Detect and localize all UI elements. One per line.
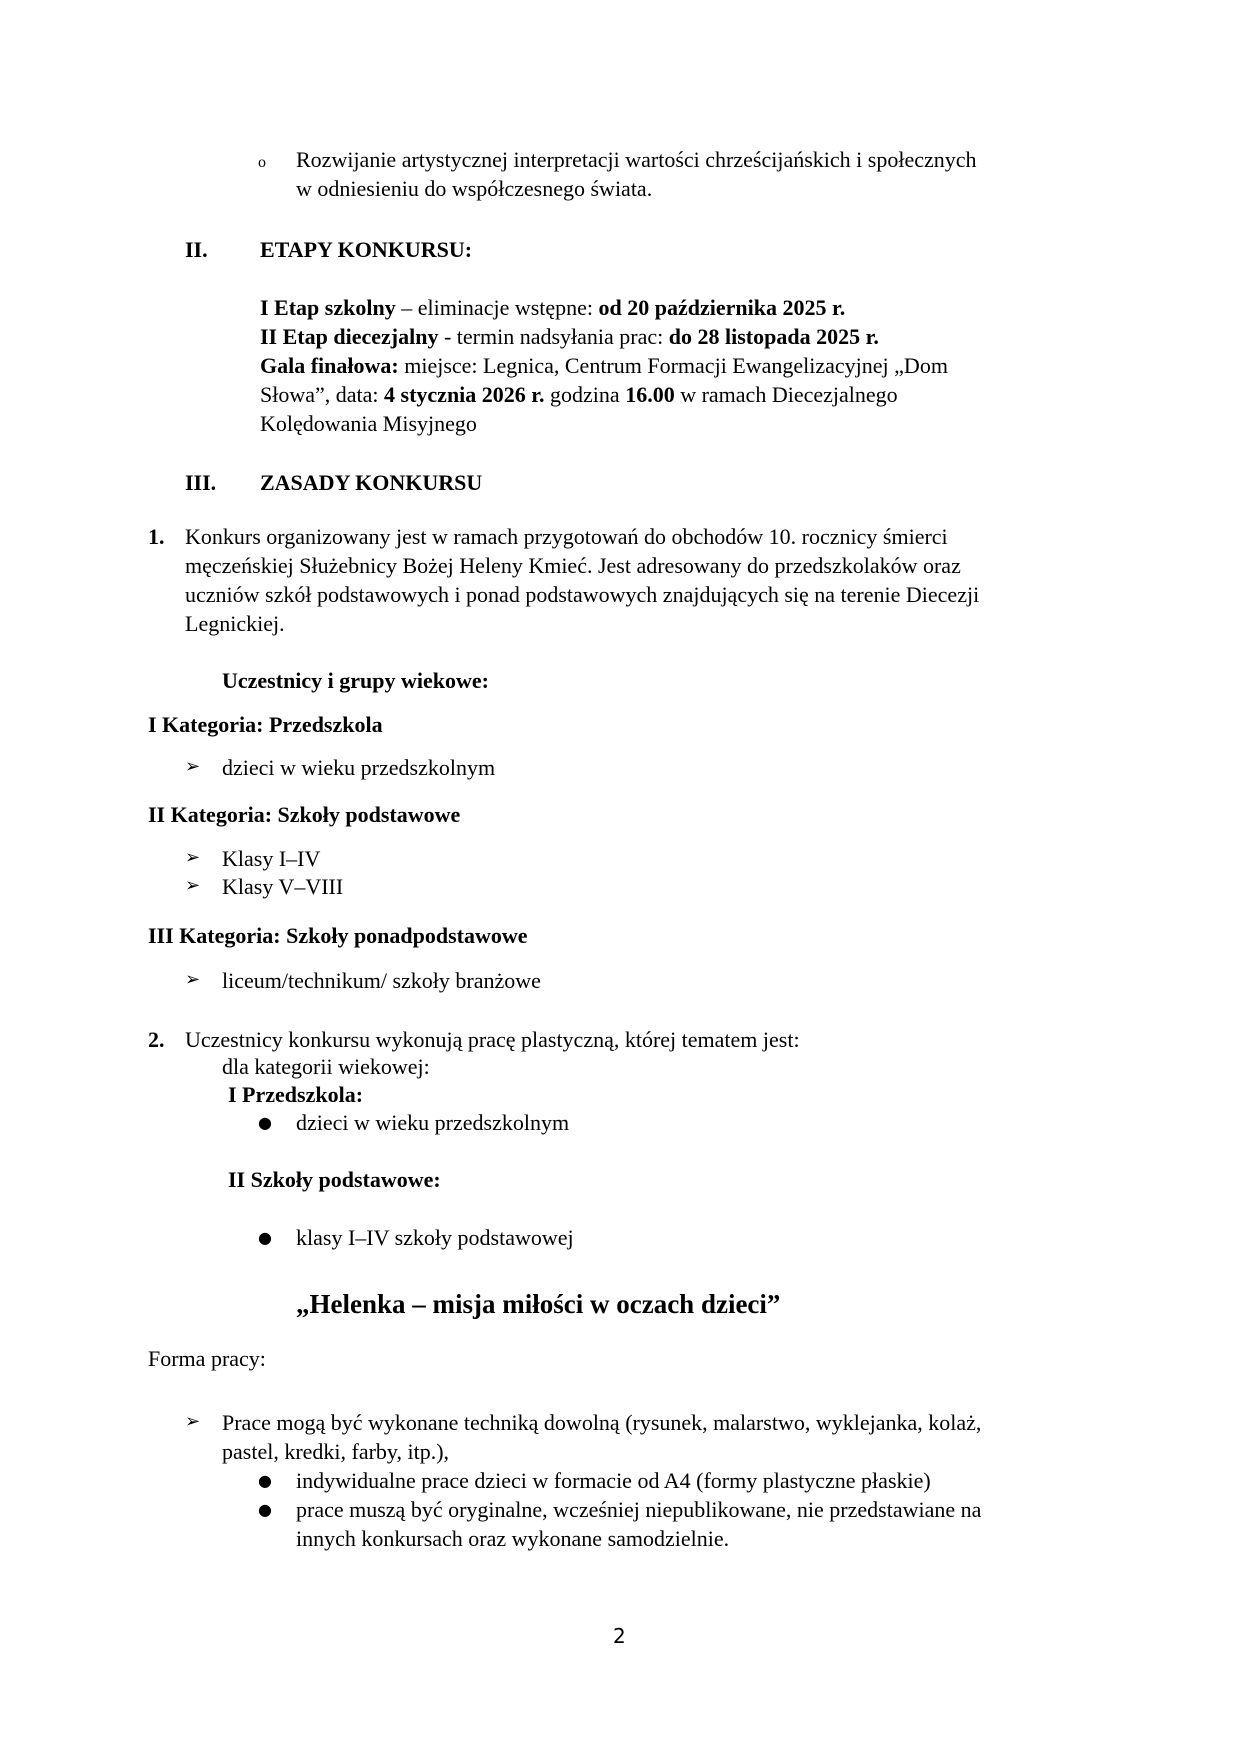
subcategory-1-item: dzieci w wieku przedszkolnym	[296, 1110, 570, 1135]
form-main-line-1: Prace mogą być wykonane techniką dowolną (rysunek, malarstwo, wyklejanka, kolaż,	[222, 1410, 982, 1435]
form-sub-item-2-line-1: prace muszą być oryginalne, wcześniej niepublikowane, nie przedstawiane na	[296, 1497, 982, 1522]
gala-context: w ramach Diecezjalnego	[674, 382, 898, 407]
stage-1-date: od 20 października 2025 r.	[598, 295, 846, 320]
category-2-item-1: Klasy I–IV	[222, 846, 321, 871]
point-2-number: 2.	[148, 1027, 165, 1052]
category-2-title: II Kategoria: Szkoły podstawowe	[148, 802, 461, 827]
gala-line-3: Kolędowania Misyjnego	[260, 411, 477, 436]
arrow-bullet-icon: ➢	[185, 1411, 201, 1432]
stage-2-text: - termin nadsyłania prac:	[438, 324, 669, 349]
point-1-number: 1.	[148, 524, 165, 549]
category-1-item-1: dzieci w wieku przedszkolnym	[222, 755, 496, 780]
gala-line-1	[260, 353, 948, 379]
form-sub-item-2-line-2: innych konkursach oraz wykonane samodzielnie.	[296, 1526, 730, 1551]
section-2-heading: ETAPY KONKURSU:	[260, 237, 473, 262]
gala-location: miejsce: Legnica, Centrum Formacji Ewangelizacyjnej „Dom	[398, 353, 948, 378]
theme-title: „Helenka – misja miłości w oczach dzieci”	[296, 1289, 781, 1319]
dot-bullet-icon: ●	[258, 1471, 272, 1490]
gala-time: 16.00	[625, 382, 675, 407]
intro-bullet-line-2: w odniesieniu do współczesnego świata.	[296, 176, 653, 201]
form-label: Forma pracy:	[148, 1346, 266, 1371]
gala-date-label: Słowa”, data:	[260, 382, 385, 407]
gala-date: 4 stycznia 2026 r.	[384, 382, 545, 407]
point-2-line-1: Uczestnicy konkursu wykonują pracę plastyczną, której tematem jest:	[185, 1027, 800, 1052]
section-3-heading: ZASADY KONKURSU	[260, 470, 483, 495]
section-2-number: II.	[185, 237, 208, 262]
gala-label: Gala finałowa:	[260, 353, 399, 378]
stage-2-date: do 28 listopada 2025 r.	[668, 324, 879, 349]
dot-bullet-icon: ●	[258, 1113, 272, 1132]
page-number: 2	[613, 1624, 626, 1648]
category-1-title: I Kategoria: Przedszkola	[148, 712, 383, 737]
category-2-item-2: Klasy V–VIII	[222, 874, 344, 899]
participants-heading: Uczestnicy i grupy wiekowe:	[222, 668, 490, 693]
subcategory-1-title: I Przedszkola:	[228, 1082, 364, 1107]
stage-2-line	[260, 324, 879, 350]
gala-line-2	[260, 382, 898, 408]
stage-1-line	[260, 295, 845, 321]
dot-bullet-icon: ●	[258, 1228, 272, 1247]
form-sub-item-1: indywidualne prace dzieci w formacie od A4 (formy plastyczne płaskie)	[296, 1468, 931, 1493]
arrow-bullet-icon: ➢	[185, 875, 201, 896]
point-1-line-3: uczniów szkół podstawowych i ponad podstawowych znajdujących się na terenie Diecezji	[185, 582, 980, 607]
subcategory-2-item: klasy I–IV szkoły podstawowej	[296, 1225, 574, 1250]
point-1-line-4: Legnickiej.	[185, 611, 285, 636]
point-1-line-1: Konkurs organizowany jest w ramach przygotowań do obchodów 10. rocznicy śmierci	[185, 524, 948, 549]
arrow-bullet-icon: ➢	[185, 847, 201, 868]
section-3-number: III.	[185, 470, 217, 495]
subcategory-2-title: II Szkoły podstawowe:	[228, 1167, 441, 1192]
point-1-line-2: męczeńskiej Służebnicy Bożej Heleny Kmieć. Jest adresowany do przedszkolaków oraz	[185, 553, 961, 578]
arrow-bullet-icon: ➢	[185, 756, 201, 777]
circle-bullet-icon: o	[258, 154, 266, 171]
stage-1-label: I Etap szkolny	[260, 295, 396, 320]
intro-bullet-line-1: Rozwijanie artystycznej interpretacji wartości chrześcijańskich i społecznych	[296, 147, 977, 172]
point-2-line-2: dla kategorii wiekowej:	[222, 1054, 430, 1079]
form-main-line-2: pastel, kredki, farby, itp.),	[222, 1439, 450, 1464]
stage-1-text: – eliminacje wstępne:	[395, 295, 599, 320]
gala-time-label: godzina	[544, 382, 626, 407]
arrow-bullet-icon: ➢	[185, 969, 201, 990]
dot-bullet-icon: ●	[258, 1500, 272, 1519]
stage-2-label: II Etap diecezjalny	[260, 324, 439, 349]
category-3-title: III Kategoria: Szkoły ponadpodstawowe	[148, 923, 528, 948]
category-3-item-1: liceum/technikum/ szkoły branżowe	[222, 968, 541, 993]
